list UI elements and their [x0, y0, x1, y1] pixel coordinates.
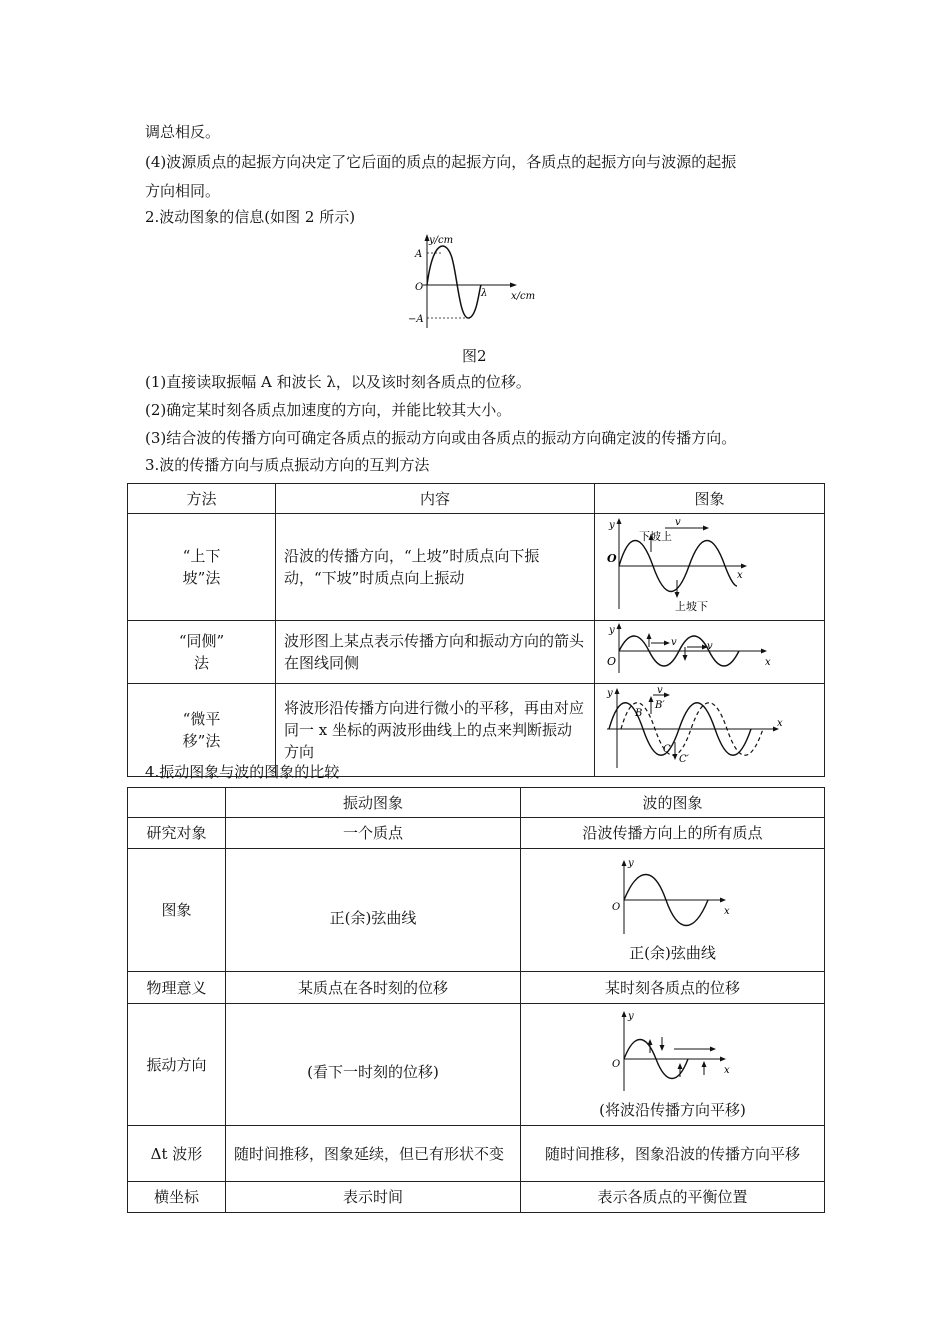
text-line-3: 方向相同。: [145, 182, 221, 200]
method-name-line: 坡”法: [182, 569, 221, 587]
method-table: [127, 483, 825, 777]
fig-y-label: y: [607, 688, 613, 699]
method-name-line: “微平: [182, 710, 221, 728]
row-label: Δt 波形: [128, 1126, 226, 1182]
text-line-6: (3)结合波的传播方向可确定各质点的振动方向或由各质点的振动方向确定波的传播方向。: [145, 429, 737, 447]
vibration-cell: (看下一时刻的位移): [226, 1004, 521, 1126]
wave-cell: 表示各质点的平衡位置: [521, 1182, 825, 1213]
fig-point-c: C: [663, 744, 671, 755]
fig-y-label: y: [627, 1010, 634, 1022]
comparison-table: [127, 787, 825, 1213]
wave-graph-figure: [608, 856, 738, 936]
fig-label-down-slope: 下坡上: [639, 530, 672, 543]
table-row: [128, 849, 825, 972]
fig-y-label: y: [609, 625, 615, 636]
text-line-2: (4)波源质点的起振方向决定了它后面的质点的起振方向，各质点的起振方向与波源的起振: [145, 153, 737, 171]
section-heading-3: 3.波的传播方向与质点振动方向的互判方法: [145, 456, 430, 474]
fig2-amp-neg: −A: [408, 314, 424, 325]
fig-x-label: x: [765, 657, 771, 668]
table-row: [128, 1182, 825, 1213]
fig-origin: O: [611, 902, 620, 913]
slope-method-figure: [595, 514, 825, 614]
vibration-cell: 随时间推移，图象延续，但已有形状不变: [226, 1126, 521, 1182]
method-name-line: “上下: [182, 547, 221, 565]
table-row: [128, 818, 825, 849]
table-row: [128, 972, 825, 1004]
fig-y-label: y: [609, 520, 615, 531]
vibration-cell: 一个质点: [226, 818, 521, 849]
text-line-4: (1)直接读取振幅 A 和波长 λ，以及该时刻各质点的位移。: [145, 373, 531, 391]
text-line-5: (2)确定某时刻各质点加速度的方向，并能比较其大小。: [145, 401, 512, 419]
wave-cell: 沿波传播方向上的所有质点: [521, 818, 825, 849]
table-row: [128, 1004, 825, 1126]
fig-x-label: x: [723, 906, 730, 917]
fig2-wavelength: λ: [481, 288, 488, 299]
small-shift-method-figure: [595, 684, 825, 770]
fig-v-label: v: [657, 685, 663, 696]
text-line-1: 调总相反。: [145, 123, 221, 141]
fig-origin: O: [607, 655, 617, 668]
vibration-cell: 某质点在各时刻的位移: [226, 972, 521, 1004]
same-side-method-figure: [595, 621, 825, 677]
fig-y-label: y: [627, 858, 634, 869]
fig-v-label: v: [675, 517, 681, 528]
method-figure-cell: [595, 514, 825, 621]
fig2-amp-pos: A: [415, 249, 423, 260]
wave-shift-figure: [608, 1009, 738, 1093]
comparison-header-vibration: 振动图象: [226, 788, 521, 818]
method-name-line: 法: [193, 654, 209, 672]
fig-v-label: v: [707, 641, 713, 652]
vibration-cell: 正(余)弦曲线: [226, 849, 521, 972]
method-figure-cell: [595, 684, 825, 777]
wave-cell: 随时间推移，图象沿波的传播方向平移: [521, 1126, 825, 1182]
comparison-header-wave: 波的图象: [521, 788, 825, 818]
table-row: [128, 1126, 825, 1182]
section-heading-2: 2.波动图象的信息(如图 2 所示): [145, 208, 356, 226]
wave-figure-caption: (将波沿传播方向平移): [599, 1100, 746, 1119]
vibration-cell: 表示时间: [226, 1182, 521, 1213]
method-content: 将波形沿传播方向进行微小的平移，再由对应同一 x 坐标的两波形曲线上的点来判断振动方向: [276, 684, 595, 777]
fig-x-label: x: [723, 1064, 730, 1076]
method-name-line: 移”法: [182, 732, 221, 750]
row-label: 物理意义: [128, 972, 226, 1004]
method-table-header-figure: 图象: [595, 484, 825, 514]
fig-x-label: x: [737, 570, 743, 581]
figure-2-caption: 图2: [462, 347, 487, 365]
comparison-header-blank: [128, 788, 226, 818]
wave-cell: 某时刻各质点的位移: [521, 972, 825, 1004]
method-table-header-content: 内容: [276, 484, 595, 514]
row-label: 图象: [128, 849, 226, 972]
fig2-x-label: x/cm: [511, 291, 536, 302]
method-name-line: “同侧”: [178, 632, 225, 650]
fig-origin: O: [607, 552, 617, 565]
row-label: 研究对象: [128, 818, 226, 849]
method-table-header-method: 方法: [128, 484, 276, 514]
table-row: [128, 514, 825, 621]
wave-cell: [521, 849, 825, 972]
table-row: [128, 621, 825, 684]
method-figure-cell: [595, 621, 825, 684]
method-content: 波形图上某点表示传播方向和振动方向的箭头在图线同侧: [276, 621, 595, 684]
fig-point-b-prime: B′: [655, 700, 665, 711]
wave-figure-caption: 正(余)弦曲线: [629, 944, 716, 962]
fig-point-b: B: [635, 708, 643, 719]
figure-2-wave-graph: [405, 230, 545, 330]
method-name-cell: [128, 514, 276, 621]
fig-point-c-prime: C′: [679, 754, 689, 765]
section-heading-4: 4.振动图象与波的图象的比较: [145, 763, 340, 781]
method-name-cell: [128, 621, 276, 684]
fig2-y-label: y/cm: [429, 235, 454, 246]
fig-label-up-slope: 上坡下: [675, 600, 708, 613]
method-content: 沿波的传播方向，“上坡”时质点向下振动，“下坡”时质点向上振动: [276, 514, 595, 621]
wave-cell: [521, 1004, 825, 1126]
fig-v-label: v: [671, 637, 677, 648]
fig-origin: O: [611, 1058, 620, 1070]
fig-x-label: x: [777, 718, 783, 729]
row-label: 横坐标: [128, 1182, 226, 1213]
fig2-origin: O: [415, 282, 424, 293]
row-label: 振动方向: [128, 1004, 226, 1126]
